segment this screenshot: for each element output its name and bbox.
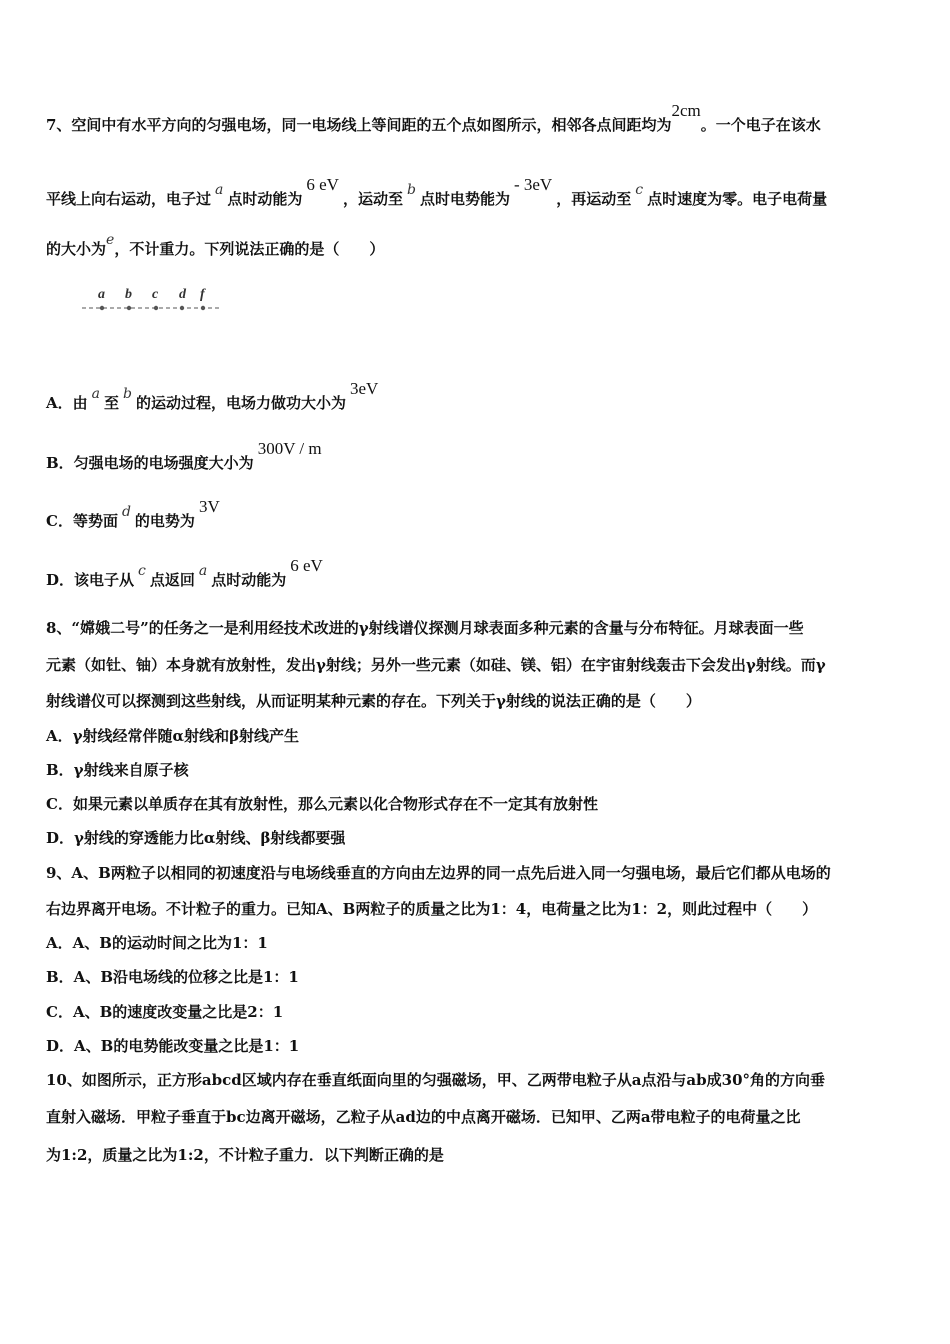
point-c-label: c xyxy=(138,563,146,579)
point-b xyxy=(127,306,131,310)
q8-line-3: 射线谱仪可以探测到这些射线，从而证明某种元素的存在。下列关于γ射线的说法正确的是（ ） xyxy=(46,692,701,710)
q9-option-b: B．A、B沿电场线的位移之比是1：1 xyxy=(46,968,299,986)
q7-option-a xyxy=(46,379,379,414)
point-d-label: d xyxy=(121,504,131,520)
q8-option-d: D．γ射线的穿透能力比α射线、β射线都要强 xyxy=(46,829,346,847)
q7-option-c xyxy=(46,497,220,532)
option-text: C．等势面 xyxy=(46,512,118,530)
kinetic-energy-return: 6 eV xyxy=(290,556,323,575)
point-b-label: b xyxy=(123,386,132,402)
potential-value: 3V xyxy=(198,497,220,516)
option-text: 点时动能为 xyxy=(211,571,287,589)
option-text: D．该电子从 xyxy=(46,571,135,589)
q7-text: ，运动至 xyxy=(342,190,403,208)
point-b-label: b xyxy=(406,182,416,198)
point-f xyxy=(201,306,205,310)
q10-line-3: 为1:2，质量之比为1:2，不计粒子重力．以下判断正确的是 xyxy=(46,1146,444,1164)
q7-line-1-text: 7、空间中有水平方向的匀强电场，同一电场线上等间距的五个点如图所示，相邻各点间距均为 xyxy=(46,116,672,134)
q7-line-2 xyxy=(46,175,906,210)
option-text: 至 xyxy=(104,394,120,412)
q7-text: ，再运动至 xyxy=(556,190,632,208)
q8-option-a: A．γ射线经常伴随α射线和β射线产生 xyxy=(46,727,300,745)
potential-energy-b: - 3eV xyxy=(513,175,553,194)
point-a-label: a xyxy=(198,563,208,579)
q7-text: 点时速度为零。电子电荷量 xyxy=(647,190,828,208)
diagram-label-f: f xyxy=(200,287,205,302)
option-text: 的运动过程，电场力做功大小为 xyxy=(135,394,346,412)
kinetic-energy-a: 6 eV xyxy=(306,175,339,194)
diagram-label-c: c xyxy=(152,287,159,302)
field-strength-value: 300V / m xyxy=(257,439,322,458)
diagram-label-a: a xyxy=(98,287,105,302)
charge-symbol: e xyxy=(106,232,115,248)
q9-option-a: A．A、B的运动时间之比为1：1 xyxy=(46,934,268,952)
option-text: 点返回 xyxy=(149,571,195,589)
field-line-diagram xyxy=(80,283,230,317)
q7-option-d xyxy=(46,556,323,591)
q7-text: ，不计重力。下列说法正确的是（ ） xyxy=(114,240,385,258)
q7-text: 平线上向右运动，电子过 xyxy=(46,190,212,208)
q9-line-2: 右边界离开电场。不计粒子的重力。已知A、B两粒子的质量之比为1：4，电荷量之比为1：2，则此过程中（ ） xyxy=(46,900,818,918)
diagram-label-d: d xyxy=(179,287,186,302)
q9-line-1: 9、A、B两粒子以相同的初速度沿与电场线垂直的方向由左边界的同一点先后进入同一匀强电场，最后它们都从电场的 xyxy=(46,864,831,882)
point-c xyxy=(154,306,158,310)
q7-line-3 xyxy=(46,232,385,260)
option-text: A．由 xyxy=(46,394,88,412)
point-d xyxy=(180,306,184,310)
q7-text: 点时动能为 xyxy=(227,190,303,208)
q7-line-1 xyxy=(46,101,906,135)
q7-text: 的大小为 xyxy=(46,240,107,258)
point-a-label: a xyxy=(215,182,224,198)
q7-option-b xyxy=(46,439,322,473)
point-a-label: a xyxy=(91,386,100,402)
q7-line-1-tail: 。一个电子在该水 xyxy=(700,116,821,134)
point-a xyxy=(100,306,104,310)
option-text: B．匀强电场的电场强度大小为 xyxy=(46,454,254,472)
point-c-label: c xyxy=(635,182,644,198)
diagram-label-b: b xyxy=(125,287,132,302)
q10-line-1: 10、如图所示，正方形abcd区域内存在垂直纸面向里的匀强磁场，甲、乙两带电粒子从a点沿与ab成30°角的方向垂 xyxy=(46,1071,826,1089)
q8-line-2: 元素（如钍、铀）本身就有放射性，发出γ射线；另外一些元素（如硅、镁、铝）在宇宙射线轰击下会发出γ射线。而γ xyxy=(46,656,826,674)
q9-option-d: D．A、B的电势能改变量之比是1：1 xyxy=(46,1037,300,1055)
q9-option-c: C．A、B的速度改变量之比是2：1 xyxy=(46,1003,284,1021)
q8-option-c: C．如果元素以单质存在其有放射性，那么元素以化合物形式存在不一定其有放射性 xyxy=(46,795,598,813)
option-text: 的电势为 xyxy=(134,512,195,530)
q7-text: 点时电势能为 xyxy=(419,190,510,208)
q10-line-2: 直射入磁场．甲粒子垂直于bc边离开磁场，乙粒子从ad边的中点离开磁场．已知甲、乙两a带电粒子的电荷量之比 xyxy=(46,1108,801,1126)
work-value: 3eV xyxy=(350,379,379,398)
q7-spacing: 2cm xyxy=(671,101,701,120)
q8-option-b: B．γ射线来自原子核 xyxy=(46,761,189,779)
q8-line-1: 8、“嫦娥二号”的任务之一是利用经技术改进的γ射线谱仪探测月球表面多种元素的含量与分布特征。月球表面一些 xyxy=(46,619,804,637)
